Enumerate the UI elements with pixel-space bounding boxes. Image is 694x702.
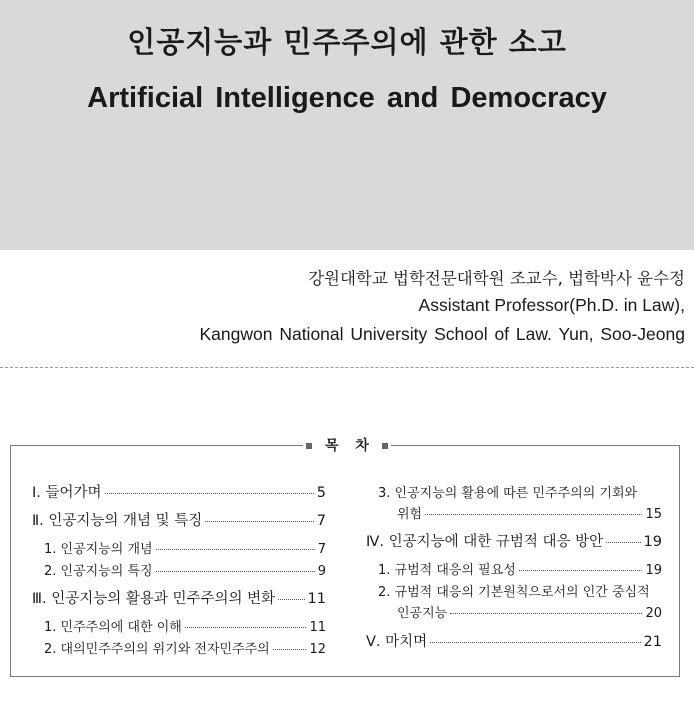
leader-dots	[156, 571, 315, 572]
toc-entry-human-centric[interactable]	[397, 602, 662, 621]
title-english: Artificial Intelligence and Democracy	[87, 82, 607, 114]
toc-entry-title: Ⅱ. 인공지능의 개념 및 특징	[32, 513, 203, 529]
toc-entry-title: Ⅲ. 인공지능의 활용과 민주주의의 변화	[32, 591, 276, 607]
toc-entry-necessity[interactable]	[378, 559, 662, 578]
toc-entry-ai-concept[interactable]	[44, 538, 326, 557]
toc-entry-conclusion[interactable]	[366, 630, 662, 651]
toc-entry-title: 1. 민주주의에 대한 이해	[44, 620, 182, 635]
toc-entry-ai-use-democracy[interactable]	[32, 587, 326, 608]
toc-entry-opportunity-risk-line1[interactable]: 3. 인공지능의 활용에 따른 민주주의의 기회와	[378, 486, 638, 501]
toc-entry-page: 11	[309, 620, 326, 635]
toc-entry-page: 20	[645, 606, 662, 621]
toc-heading	[303, 436, 391, 456]
toc-entry-page: 21	[643, 634, 662, 650]
square-bullet-icon	[306, 443, 312, 449]
toc-entry-page: 19	[643, 534, 662, 550]
toc-entry-page: 7	[317, 542, 326, 557]
toc-entry-ai-concept-features[interactable]	[32, 509, 326, 530]
square-bullet-icon	[382, 443, 388, 449]
author-affiliation-english: Kangwon National University School of Law. Yun, Soo-Jeong	[199, 324, 685, 344]
leader-dots	[430, 642, 640, 643]
author-affiliation-korean: 강원대학교 법학전문대학원 조교수, 법학박사 윤수정	[308, 269, 685, 288]
leader-dots	[185, 627, 307, 628]
toc-entry-page: 9	[317, 564, 326, 579]
toc-heading-label: 목 차	[325, 438, 375, 454]
leader-dots	[273, 649, 307, 650]
leader-dots	[606, 542, 640, 543]
toc-entry-page: 12	[309, 642, 326, 657]
toc-entry-title: Ⅰ. 들어가며	[32, 485, 102, 501]
toc-entry-representative-democracy-crisis[interactable]	[44, 638, 326, 657]
toc-entry-page: 11	[307, 591, 326, 607]
toc-entry-human-centric-line1[interactable]: 2. 규범적 대응의 기본원칙으로서의 인간 중심적	[378, 585, 650, 600]
toc-entry-title: 1. 규범적 대응의 필요성	[378, 563, 516, 578]
toc-entry-title: Ⅳ. 인공지능에 대한 규범적 대응 방안	[366, 534, 604, 550]
leader-dots	[205, 521, 314, 522]
title-korean: 인공지능과 민주주의에 관한 소고	[127, 25, 567, 59]
leader-dots	[105, 493, 314, 494]
toc-entry-title: 인공지능	[397, 606, 448, 621]
toc-entry-introduction[interactable]	[32, 481, 326, 502]
toc-entry-opportunity-risk[interactable]	[397, 503, 662, 522]
toc-entry-ai-features[interactable]	[44, 560, 326, 579]
author-position-english: Assistant Professor(Ph.D. in Law),	[418, 295, 685, 315]
leader-dots	[278, 599, 304, 600]
toc-entry-page: 15	[645, 507, 662, 522]
title-banner	[0, 0, 694, 250]
toc-entry-understanding-democracy[interactable]	[44, 616, 326, 635]
toc-entry-title: 위험	[397, 507, 423, 522]
toc-entry-page: 19	[645, 563, 662, 578]
toc-entry-page: 7	[316, 513, 326, 529]
leader-dots	[156, 549, 315, 550]
toc-entry-page: 5	[316, 485, 326, 501]
toc-entry-normative-response[interactable]	[366, 530, 662, 551]
toc-entry-title: 2. 인공지능의 특징	[44, 564, 153, 579]
leader-dots	[450, 613, 642, 614]
toc-entry-title: Ⅴ. 마치며	[366, 634, 428, 650]
toc-entry-title: 1. 인공지능의 개념	[44, 542, 153, 557]
toc-entry-title: 2. 대의민주주의의 위기와 전자민주주의	[44, 642, 270, 657]
dashed-divider	[0, 367, 694, 368]
leader-dots	[425, 514, 642, 515]
leader-dots	[519, 570, 643, 571]
